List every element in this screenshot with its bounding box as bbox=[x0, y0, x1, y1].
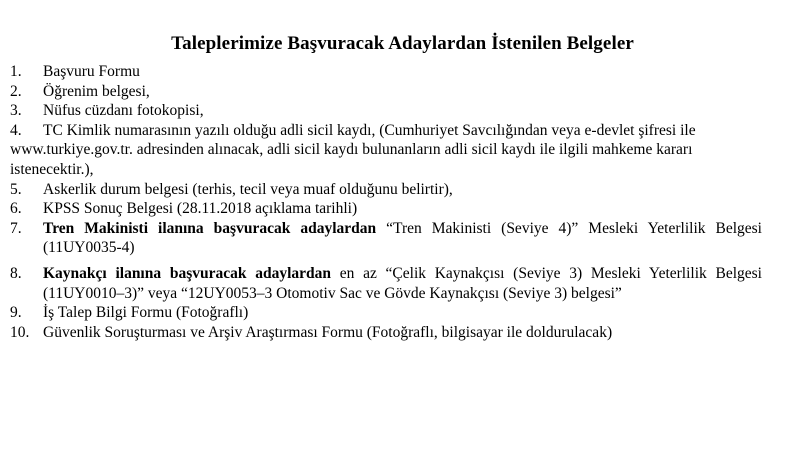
list-item-3 bbox=[10, 101, 762, 121]
list-item-text: Askerlik durum belgesi (terhis, tecil veya muaf olduğunu belirtir), bbox=[43, 180, 453, 198]
list-item-2 bbox=[10, 82, 762, 102]
list-item-number: 8. bbox=[10, 264, 22, 282]
list-item-text: Başvuru Formu bbox=[43, 63, 140, 80]
list-item-text: Öğrenim belgesi, bbox=[43, 82, 150, 100]
list-item-9 bbox=[10, 303, 762, 323]
list-item-text: İş Talep Bilgi Formu (Fotoğraflı) bbox=[43, 304, 249, 322]
list-item-text: Nüfus cüzdanı fotokopisi, bbox=[43, 102, 204, 120]
list-item-6 bbox=[10, 199, 762, 219]
list-item-text bbox=[43, 219, 762, 258]
list-item-bold-text: Tren Makinisti ilanına başvuracak adaylardan bbox=[43, 219, 377, 237]
list-item-number: 6. bbox=[10, 200, 22, 218]
list-item-text: KPSS Sonuç Belgesi (28.11.2018 açıklama tarihli) bbox=[43, 200, 358, 218]
required-documents-list bbox=[10, 62, 762, 342]
list-item-number: 2. bbox=[10, 82, 22, 100]
list-item-8 bbox=[10, 264, 762, 303]
list-item-number: 5. bbox=[10, 180, 22, 198]
list-item-1 bbox=[10, 62, 762, 82]
list-item-10 bbox=[10, 323, 762, 343]
list-item-text bbox=[43, 264, 762, 303]
list-item-bold-text: Kaynakçı ilanına başvuracak adaylardan bbox=[43, 264, 331, 282]
list-item-rest-text: en az “Çelik Kaynakçısı (Seviye 3) Mesleki Yeterlilik Belgesi (11UY0010–3)” veya “12UY0053–3 Otomotiv Sac ve Gövde Kaynakçısı (Seviye 3) belgesi” bbox=[43, 264, 762, 302]
list-item-5 bbox=[10, 180, 762, 200]
list-item-text: Güvenlik Soruşturması ve Arşiv Araştırması Formu (Fotoğraflı, bilgisayar ile doldurulacak) bbox=[43, 323, 613, 341]
list-item-number: 9. bbox=[10, 304, 22, 322]
list-item-4 bbox=[10, 121, 762, 180]
list-item-number: 4. bbox=[10, 121, 22, 139]
list-item-number: 10. bbox=[10, 323, 30, 341]
list-item-number: 1. bbox=[10, 63, 22, 80]
list-item-7 bbox=[10, 219, 762, 258]
list-item-number: 3. bbox=[10, 102, 22, 120]
list-item-number: 7. bbox=[10, 219, 22, 237]
list-item-text: TC Kimlik numarasının yazılı olduğu adli sicil kaydı, (Cumhuriyet Savcılığından veya e-devlet şifresi ile www.turkiye.gov.tr. adresinden alınacak, adli sicil kaydı bulunanların adli sicil kaydı ile ilgili mahkeme kararı istenecektir.), bbox=[10, 121, 696, 178]
document-title: Taleplerimize Başvuracak Adaylardan İstenilen Belgeler bbox=[171, 33, 634, 54]
list-item-rest-text: “Tren Makinisti (Seviye 4)” Mesleki Yeterlilik Belgesi (11UY0035-4) bbox=[43, 219, 762, 257]
